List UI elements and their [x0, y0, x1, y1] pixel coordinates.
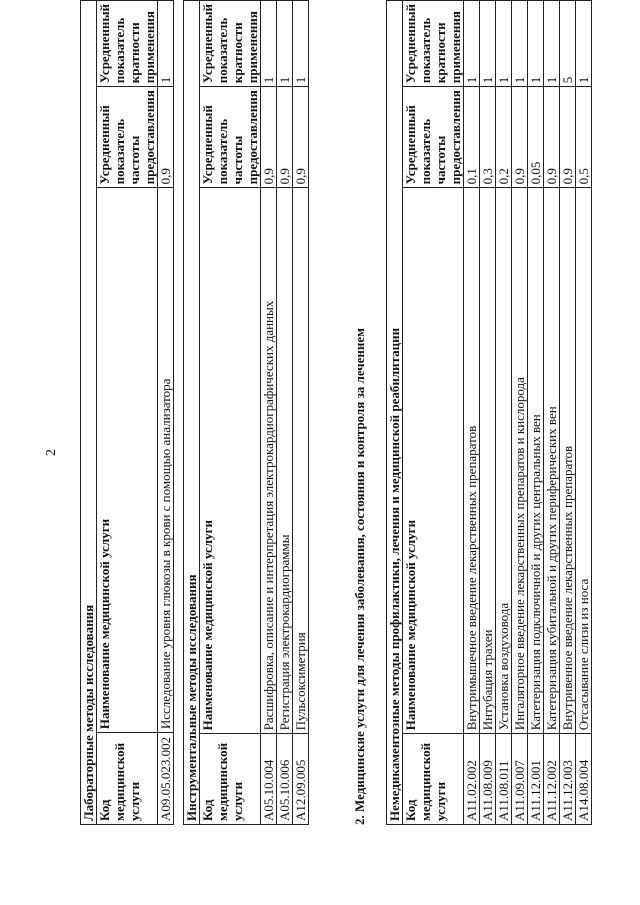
- service-name: Ингаляторное введение лекарственных препаратов и кислорода: [512, 188, 528, 734]
- multiplicity-value: 1: [277, 1, 293, 87]
- service-name: Катетеризация кубитальной и других периферических вен: [544, 188, 560, 734]
- header-multiplicity: Усредненный показатель кратности применения: [97, 1, 158, 87]
- frequency-value: 0,9: [512, 87, 528, 188]
- table-row: [528, 1, 544, 825]
- header-code: Код медицинской услуги: [97, 733, 158, 825]
- table-row: [464, 1, 480, 825]
- service-name: Внутривенное введение лекарственных препаратов: [560, 188, 576, 734]
- multiplicity-value: 1: [158, 1, 174, 87]
- frequency-value: 0,9: [277, 87, 293, 188]
- frequency-value: 0,9: [158, 87, 174, 188]
- table-row: [261, 1, 277, 825]
- service-code: A11.08.009: [480, 734, 496, 825]
- header-name: Наименование медицинской услуги: [97, 188, 158, 733]
- frequency-value: 0,9: [261, 87, 277, 188]
- frequency-value: 0,9: [560, 87, 576, 188]
- table-row: [480, 1, 496, 825]
- service-code: A11.12.002: [544, 734, 560, 825]
- multiplicity-value: 5: [560, 1, 576, 87]
- frequency-value: 0,9: [293, 87, 309, 188]
- multiplicity-value: 1: [512, 1, 528, 87]
- instrumental-methods-table: [183, 0, 309, 825]
- multiplicity-value: 1: [293, 1, 309, 87]
- service-name: Катетеризация подключичной и других центральных вен: [528, 188, 544, 734]
- header-name: Наименование медицинской услуги: [403, 188, 464, 734]
- multiplicity-value: 1: [480, 1, 496, 87]
- header-frequency: Усредненный показатель частоты предоставления: [403, 87, 464, 188]
- section-title: Немедикаментозные методы профилактики, лечения и медицинской реабилитации: [387, 1, 403, 825]
- table-row: [512, 1, 528, 825]
- service-name: Исследование уровня глюкозы в крови с помощью анализатора: [158, 188, 174, 733]
- service-code: A05.10.004: [261, 734, 277, 825]
- table-row: [544, 1, 560, 825]
- service-name: Расшифровка, описание и интерпретация электрокардиографических данных: [261, 188, 277, 734]
- table-row: [576, 1, 592, 825]
- table-row: [158, 1, 174, 825]
- header-multiplicity: Усредненный показатель кратности применения: [403, 1, 464, 87]
- multiplicity-value: 1: [576, 1, 592, 87]
- frequency-value: 0,3: [480, 87, 496, 188]
- service-code: A11.08.011: [496, 734, 512, 825]
- table-row: [560, 1, 576, 825]
- service-code: A14.08.004: [576, 734, 592, 825]
- header-name: Наименование медицинской услуги: [200, 188, 261, 734]
- frequency-value: 0,2: [496, 87, 512, 188]
- service-code: A11.12.003: [560, 734, 576, 825]
- service-name: Интубация трахеи: [480, 188, 496, 734]
- service-code: A05.10.006: [277, 734, 293, 825]
- multiplicity-value: 1: [528, 1, 544, 87]
- header-code: Код медицинской услуги: [200, 734, 261, 825]
- service-code: A09.05.023.002: [158, 733, 174, 825]
- section-title: Инструментальные методы исследования: [184, 1, 200, 825]
- nondrug-methods-table: [386, 0, 592, 825]
- multiplicity-value: 1: [496, 1, 512, 87]
- frequency-value: 0,05: [528, 87, 544, 188]
- table-row: [293, 1, 309, 825]
- service-code: A11.12.001: [528, 734, 544, 825]
- service-name: Пульсоксиметрия: [293, 188, 309, 734]
- multiplicity-value: 1: [261, 1, 277, 87]
- section-title: Лабораторные методы исследования: [81, 1, 97, 825]
- treatment-heading: 2. Медицинские услуги для лечения заболевания, состояния и контроля за лечением: [352, 327, 367, 825]
- multiplicity-value: 1: [464, 1, 480, 87]
- header-frequency: Усредненный показатель частоты предоставления: [200, 87, 261, 188]
- service-code: A11.09.007: [512, 734, 528, 825]
- service-name: Регистрация электрокардиограммы: [277, 188, 293, 734]
- service-code: A12.09.005: [293, 734, 309, 825]
- table-row: [496, 1, 512, 825]
- lab-methods-table: [80, 0, 174, 825]
- table-row: [277, 1, 293, 825]
- header-frequency: Усредненный показатель частоты предоставления: [97, 87, 158, 188]
- page-number: 2: [44, 449, 59, 456]
- frequency-value: 0,1: [464, 87, 480, 188]
- service-name: Отсасывание слизи из носа: [576, 188, 592, 734]
- service-name: Внутримышечное введение лекарственных препаратов: [464, 188, 480, 734]
- header-multiplicity: Усредненный показатель кратности применения: [200, 1, 261, 87]
- frequency-value: 0,5: [576, 87, 592, 188]
- header-code: Код медицинской услуги: [403, 734, 464, 825]
- service-name: Установка воздуховода: [496, 188, 512, 734]
- service-code: A11.02.002: [464, 734, 480, 825]
- frequency-value: 0,9: [544, 87, 560, 188]
- multiplicity-value: 1: [544, 1, 560, 87]
